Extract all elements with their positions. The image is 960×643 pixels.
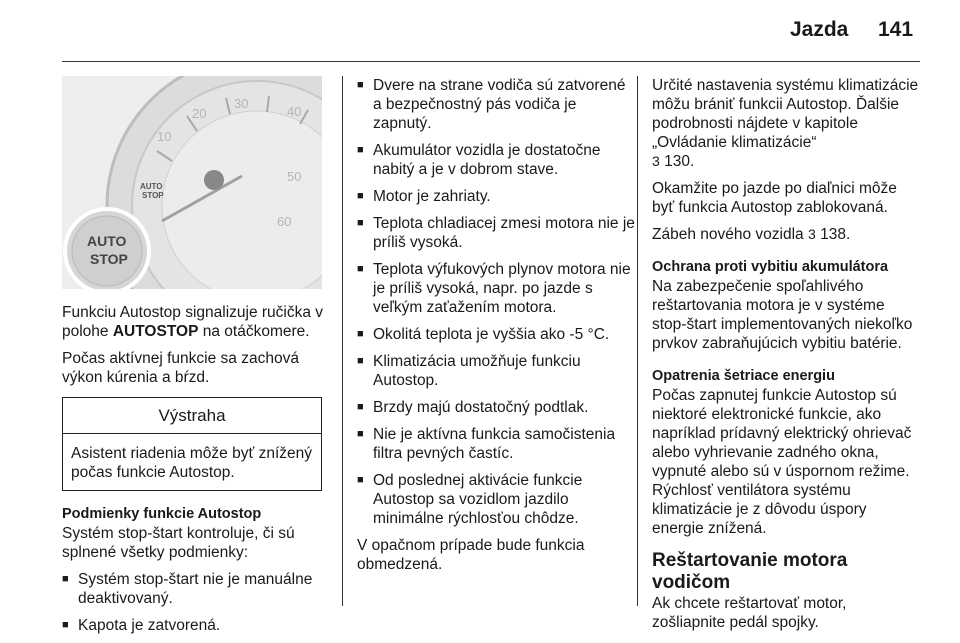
list-item: ■ Akumulátor vozidla je dostatočne nabitý a je v dobrom stave. xyxy=(357,141,635,179)
dial-number: 30 xyxy=(234,96,249,111)
column-2 xyxy=(357,76,635,582)
heating-brake-paragraph: Počas aktívnej funkcie sa zachová výkon kúrenia a bŕzd. xyxy=(62,350,299,386)
reference-arrow-icon: 3 xyxy=(807,226,816,242)
page-reference-link[interactable]: 130. xyxy=(664,153,695,170)
dial-number: 50 xyxy=(287,169,302,184)
header-rule xyxy=(62,61,920,62)
list-item: ■ Okolitá teplota je vyššia ako -5 °C. xyxy=(357,325,635,344)
autostop-large-label: STOP xyxy=(90,251,128,267)
break-in-paragraph: Zábeh nového vozidla 3 138. xyxy=(652,226,851,243)
warning-box xyxy=(62,397,322,491)
tachometer-illustration xyxy=(62,76,322,289)
conditions-intro: Systém stop-štart kontroluje, či sú splnené všetky podmienky: xyxy=(62,525,295,561)
list-item: ■ Od poslednej aktivácie funkcie Autostop sa vozidlom jazdilo minimálne rýchlosťou chôdze. xyxy=(357,471,635,528)
restart-paragraph: Ak chcete reštartovať motor, zošliapnite pedál spojky. xyxy=(652,595,847,631)
list-item: ■ Klimatizácia umožňuje funkciu Autostop. xyxy=(357,352,635,390)
list-item: ■ Teplota chladiacej zmesi motora nie je príliš vysoká. xyxy=(357,214,635,252)
autostop-small-label: AUTO xyxy=(140,182,163,191)
battery-paragraph: Na zabezpečenie spoľahlivého reštartovania motora je v systéme stop-štart implementovaných niekoľko prvkov zabraňujúcich vybitiu batérie. xyxy=(652,278,913,352)
autostop-large-label: AUTO xyxy=(87,233,127,249)
energy-heading: Opatrenia šetriace energiu xyxy=(652,368,835,384)
dial-number: 10 xyxy=(157,129,172,144)
highway-paragraph: Okamžite po jazde po diaľnici môže byť funkcia Autostop zablokovaná. xyxy=(652,180,897,216)
list-item: ■ Teplota výfukových plynov motora nie je príliš vysoká, napr. po jazde s veľkým zaťažením motora. xyxy=(357,260,635,317)
list-item: ■ Nie je aktívna funkcia samočistenia filtra pevných častíc. xyxy=(357,425,635,463)
dial-number: 20 xyxy=(192,106,207,121)
list-item: ■ Systém stop-štart nie je manuálne deaktivovaný. xyxy=(62,570,327,608)
page-reference-link[interactable]: 138. xyxy=(820,226,851,243)
column-3 xyxy=(652,76,922,640)
dial-number: 60 xyxy=(277,214,292,229)
tachometer-figure xyxy=(62,76,322,289)
list-item: ■ Dvere na strane vodiča sú zatvorené a bezpečnostný pás vodiča je zapnutý. xyxy=(357,76,635,133)
climate-settings-paragraph: Určité nastavenia systému klimatizácie môžu brániť funkcii Autostop. Ďalšie podrobnosti nájdete v kapitole „Ovládanie klimatizácie“ 3 130. xyxy=(652,77,919,170)
list-item: ■ Motor je zahriaty. xyxy=(357,187,635,206)
conditions-heading: Podmienky funkcie Autostop xyxy=(62,506,262,522)
column-1 xyxy=(62,76,327,643)
warning-text: Asistent riadenia môže byť znížený počas funkcie Autostop. xyxy=(71,445,313,481)
conditions-list xyxy=(62,570,327,635)
list-item: ■ Brzdy majú dostatočný podtlak. xyxy=(357,398,635,417)
conditions-list-continued xyxy=(357,76,635,528)
warning-title: Výstraha xyxy=(63,398,321,434)
column-divider-1 xyxy=(342,76,343,606)
page-number: 141 xyxy=(878,18,914,41)
autostop-small-label: STOP xyxy=(142,191,164,200)
list-item: ■ Kapota je zatvorená. xyxy=(62,616,327,635)
battery-heading: Ochrana proti vybitiu akumulátora xyxy=(652,259,889,275)
dial-number: 40 xyxy=(287,104,302,119)
autostop-indicator-paragraph: Funkciu Autostop signalizuje ručička v polohe AUTOSTOP na otáčkomere. xyxy=(62,304,324,340)
energy-paragraph: Počas zapnutej funkcie Autostop sú niektoré elektronické funkcie, ako napríklad prídavný elektrický ohrievač alebo vyhrievanie zadného okna, vypnuté alebo sú v úspornom režime. Rýchlosť ventilátora systému klimatizácie je z dôvodu úspory energie znížená. xyxy=(652,387,912,537)
restart-heading: Reštartovanie motora vodičom xyxy=(652,550,848,593)
closing-paragraph: V opačnom prípade bude funkcia obmedzená. xyxy=(357,537,585,573)
page-title: Jazda xyxy=(790,18,849,41)
column-divider-2 xyxy=(637,76,638,606)
reference-arrow-icon: 3 xyxy=(652,153,660,169)
